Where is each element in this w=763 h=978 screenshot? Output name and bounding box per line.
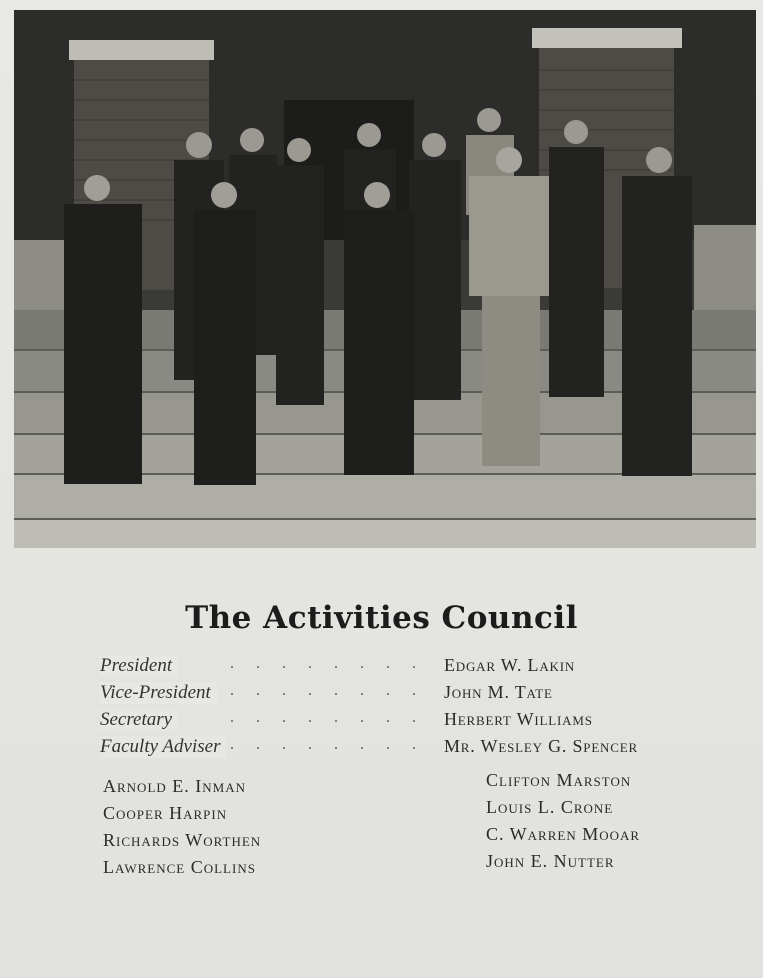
member-name: Clifton Marston bbox=[486, 770, 632, 790]
leader-dots: . . . . . . . . bbox=[230, 736, 425, 753]
officer-name: Edgar W. Lakin bbox=[444, 655, 576, 675]
leader-dots: . . . . . . . . bbox=[230, 655, 425, 672]
leader-dots: . . . . . . . . bbox=[230, 682, 425, 699]
officer-role: President bbox=[100, 655, 178, 677]
page-title: The Activities Council bbox=[185, 600, 578, 636]
officer-role: Faculty Adviser bbox=[100, 736, 226, 758]
group-photo bbox=[14, 10, 756, 548]
member-name: C. Warren Mooar bbox=[486, 824, 641, 844]
officer-name: John M. Tate bbox=[444, 682, 553, 702]
member-name: Lawrence Collins bbox=[103, 857, 256, 877]
officer-row bbox=[100, 682, 740, 709]
officer-role: Secretary bbox=[100, 709, 178, 731]
officers-list bbox=[100, 655, 740, 763]
member-name: Cooper Harpin bbox=[103, 803, 228, 823]
officer-name: Herbert Williams bbox=[444, 709, 593, 729]
officer-name: Mr. Wesley G. Spencer bbox=[444, 736, 638, 756]
officer-role: Vice-President bbox=[100, 682, 217, 704]
member-name: Louis L. Crone bbox=[486, 797, 614, 817]
officer-row bbox=[100, 736, 740, 763]
officer-row bbox=[100, 655, 740, 682]
officer-row bbox=[100, 709, 740, 736]
members-list-left bbox=[103, 776, 261, 884]
leader-dots: . . . . . . . . bbox=[230, 709, 425, 726]
member-name: Arnold E. Inman bbox=[103, 776, 246, 796]
member-name: John E. Nutter bbox=[486, 851, 615, 871]
member-name: Richards Worthen bbox=[103, 830, 262, 850]
members-list-right bbox=[486, 770, 640, 878]
group-photo-image bbox=[14, 10, 756, 548]
